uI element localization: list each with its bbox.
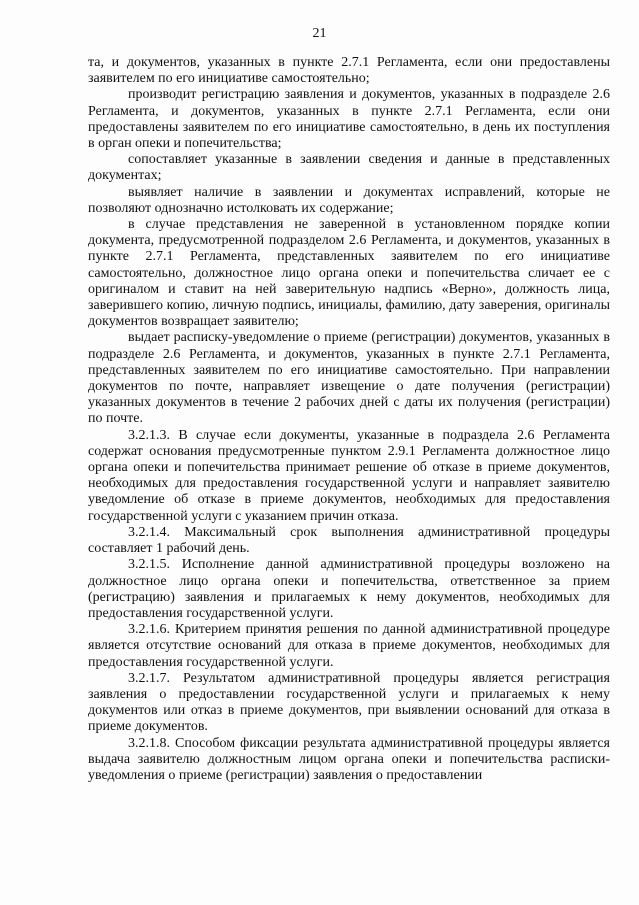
- paragraph: сопоставляет указанные в заявлении сведения и данные в представленных документах;: [88, 152, 610, 184]
- paragraph: 3.2.1.5. Исполнение данной административной процедуры возложено на должностное лицо органа опеки и попечительства, ответственное за прием (регистрацию) заявления и прилагаемых к нему документов, необходимых для предоставления государственной услуги.: [88, 557, 610, 621]
- paragraph: производит регистрацию заявления и документов, указанных в подразделе 2.6 Регламента, и документов, указанных в пункте 2.7.1 Регламента, если они предоставлены заявителем по его инициативе самостоятельно, в день их поступления в орган опеки и попечительства;: [88, 87, 610, 152]
- paragraph: та, и документов, указанных в пункте 2.7.1 Регламента, если они предоставлены заявителем по его инициативе самостоятельно;: [88, 55, 610, 87]
- page-number: 21: [312, 26, 327, 41]
- document-body: [88, 55, 610, 784]
- paragraph: выдает расписку-уведомление о приеме (регистрации) документов, указанных в подразделе 2.6 Регламента, и документов, указанных в пункте 2.7.1 Регламента, представленных заявителем по его инициативе самостоятельно. При направлении документов по почте, направляет извещение о дате получения (регистрации) указанных документов в течение 2 рабочих дней с даты их получения (регистрации) по почте.: [88, 330, 610, 427]
- paragraph: 3.2.1.7. Результатом административной процедуры является регистрация заявления о предоставлении государственной услуги и прилагаемых к нему документов или отказ в приеме документов, при выявлении оснований для отказа в приеме документов.: [88, 670, 610, 735]
- paragraph: 3.2.1.6. Критерием принятия решения по данной административной процедуре является отсутствие оснований для отказа в приеме документов, необходимых для предоставления государственной услуги.: [88, 622, 610, 670]
- paragraph: 3.2.1.8. Способом фиксации результата административной процедуры является выдача заявителю должностным лицом органа опеки и попечительства расписки-уведомления о приеме (регистрации) заявления о предоставлении: [88, 735, 610, 783]
- paragraph: в случае представления не заверенной в установленном порядке копии документа, предусмотренной подразделом 2.6 Регламента, и документов, указанных в пункте 2.7.1 Регламента, представленных заявителем по его инициативе самостоятельно, должностное лицо органа опеки и попечительства сличает ее с оригиналом и ставит на ней заверительную надпись «Верно», должность лица, заверившего копию, личную подпись, инициалы, фамилию, дату заверения, оригиналы документов возвращает заявителю;: [88, 217, 610, 330]
- paragraph: выявляет наличие в заявлении и документах исправлений, которые не позволяют однозначно истолковать их содержание;: [88, 184, 610, 216]
- paragraph: 3.2.1.3. В случае если документы, указанные в подраздела 2.6 Регламента содержат основания предусмотренные пунктом 2.9.1 Регламента должностное лицо органа опеки и попечительства принимает решение об отказе в приеме документов, необходимых для предоставления государственной услуги и направляет заявителю уведомление об отказе в приеме документов, необходимых для предоставления государственной услуги с указанием причин отказа.: [88, 427, 610, 524]
- paragraph: 3.2.1.4. Максимальный срок выполнения административной процедуры составляет 1 рабочий день.: [88, 524, 610, 557]
